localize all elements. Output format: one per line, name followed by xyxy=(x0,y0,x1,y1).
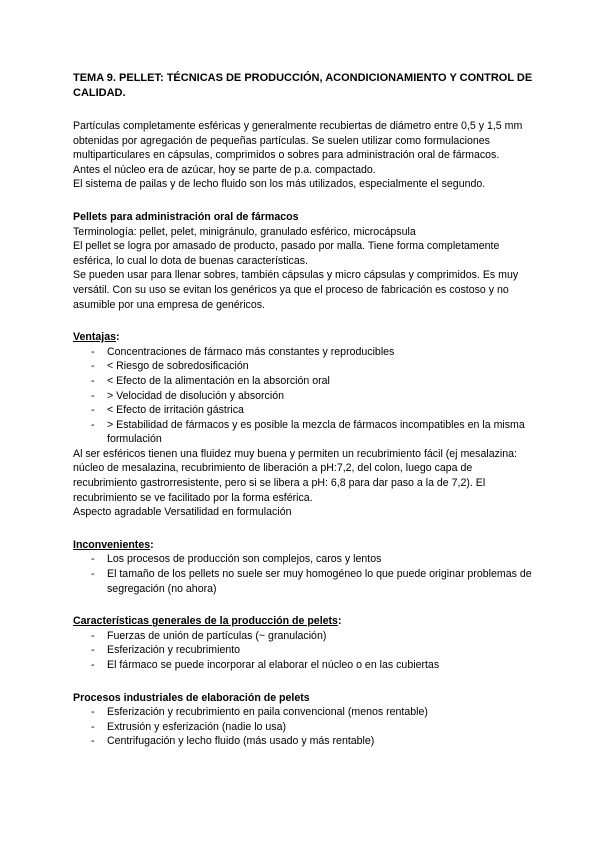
caracteristicas-list xyxy=(73,629,533,673)
heading-suffix: : xyxy=(337,615,342,628)
intro-section xyxy=(73,119,533,192)
list-item: - Fuerzas de unión de partículas (~ granulación) xyxy=(73,629,533,644)
section-heading: Pellets para administración oral de fármacos xyxy=(73,210,299,223)
body-paragraph: Se pueden usar para llenar sobres, también cápsulas y micro cápsulas y comprimidos. Es muy versátil. Con su uso se evitan los genéricos ya que el proceso de fabricación es costoso y no asumible por una empresa de genéricos. xyxy=(73,269,519,311)
ventajas-list xyxy=(73,345,533,447)
heading-text: Ventajas xyxy=(73,331,116,344)
caracteristicas-section xyxy=(73,614,533,672)
heading-suffix: : xyxy=(116,331,120,344)
list-item: - El tamaño de los pellets no suele ser muy homogéneo lo que puede originar problemas de segregación (no ahora) xyxy=(73,567,533,596)
list-item: - Centrifugación y lecho fluido (más usado y más rentable) xyxy=(73,734,533,749)
list-item: - El fármaco se puede incorporar al elaborar el núcleo o en las cubiertas xyxy=(73,658,533,673)
body-paragraph: Aspecto agradable Versatilidad en formulación xyxy=(73,506,292,519)
document-title: TEMA 9. PELLET: TÉCNICAS DE PRODUCCIÓN, ACONDICIONAMIENTO Y CONTROL DE CALIDAD. xyxy=(73,72,533,99)
list-item: - Concentraciones de fármaco más constantes y reproducibles xyxy=(73,345,533,360)
inconvenientes-list xyxy=(73,552,533,596)
list-item: - > Estabilidad de fármacos y es posible la mezcla de fármacos incompatibles en la misma formulación xyxy=(73,418,533,447)
list-item: - Los procesos de producción son complejos, caros y lentos xyxy=(73,552,533,567)
body-paragraph: El pellet se logra por amasado de producto, pasado por malla. Tiene forma completamente esférica, lo cual lo dota de buenas características. xyxy=(73,240,500,267)
ventajas-section xyxy=(73,330,533,520)
section-heading xyxy=(73,538,533,553)
procesos-list xyxy=(73,705,533,749)
heading-text: Características generales de la producción de pelets xyxy=(73,615,338,628)
section-heading: Procesos industriales de elaboración de pelets xyxy=(73,691,310,704)
intro-paragraph: El sistema de pailas y de lecho fluido son los más utilizados, especialmente el segundo. xyxy=(73,178,486,191)
pellets-oral-section xyxy=(73,210,533,312)
intro-paragraph: Partículas completamente esféricas y generalmente recubiertas de diámetro entre 0,5 y 1,5 mm obtenidas por agregación de pequeñas partículas. Se suelen utilizar como formulaciones multiparticulares en cápsulas, comprimidos o sobres para administración oral de fármacos. xyxy=(73,120,523,162)
section-heading xyxy=(73,330,533,345)
document-page xyxy=(73,71,533,749)
section-heading xyxy=(73,614,533,629)
list-item: - < Riesgo de sobredosificación xyxy=(73,359,533,374)
list-item: - > Velocidad de disolución y absorción xyxy=(73,389,533,404)
list-item: - < Efecto de la alimentación en la absorción oral xyxy=(73,374,533,389)
list-item: - Extrusión y esferización (nadie lo usa) xyxy=(73,720,533,735)
intro-paragraph: Antes el núcleo era de azúcar, hoy se parte de p.a. compactado. xyxy=(73,163,376,176)
heading-suffix: : xyxy=(150,538,154,551)
list-item: - < Efecto de irritación gástrica xyxy=(73,403,533,418)
body-paragraph: Terminología: pellet, pelet, minigránulo, granulado esférico, microcápsula xyxy=(73,225,416,238)
procesos-section xyxy=(73,691,533,749)
inconvenientes-section xyxy=(73,538,533,596)
list-item: - Esferización y recubrimiento en paila convencional (menos rentable) xyxy=(73,705,533,720)
list-item: - Esferización y recubrimiento xyxy=(73,643,533,658)
heading-text: Inconvenientes xyxy=(73,538,151,551)
body-paragraph: Al ser esféricos tienen una fluidez muy buena y permiten un recubrimiento fácil (ej mesalazina: núcleo de mesalazina, recubrimiento de liberación a pH:7,2, del colon, luego capa de recubrimiento gastrorresistente, pero si se libera a pH: 6,8 para dar paso a la de 7,2). El recubrimiento se ve facilitado por la forma esférica. xyxy=(73,447,517,504)
